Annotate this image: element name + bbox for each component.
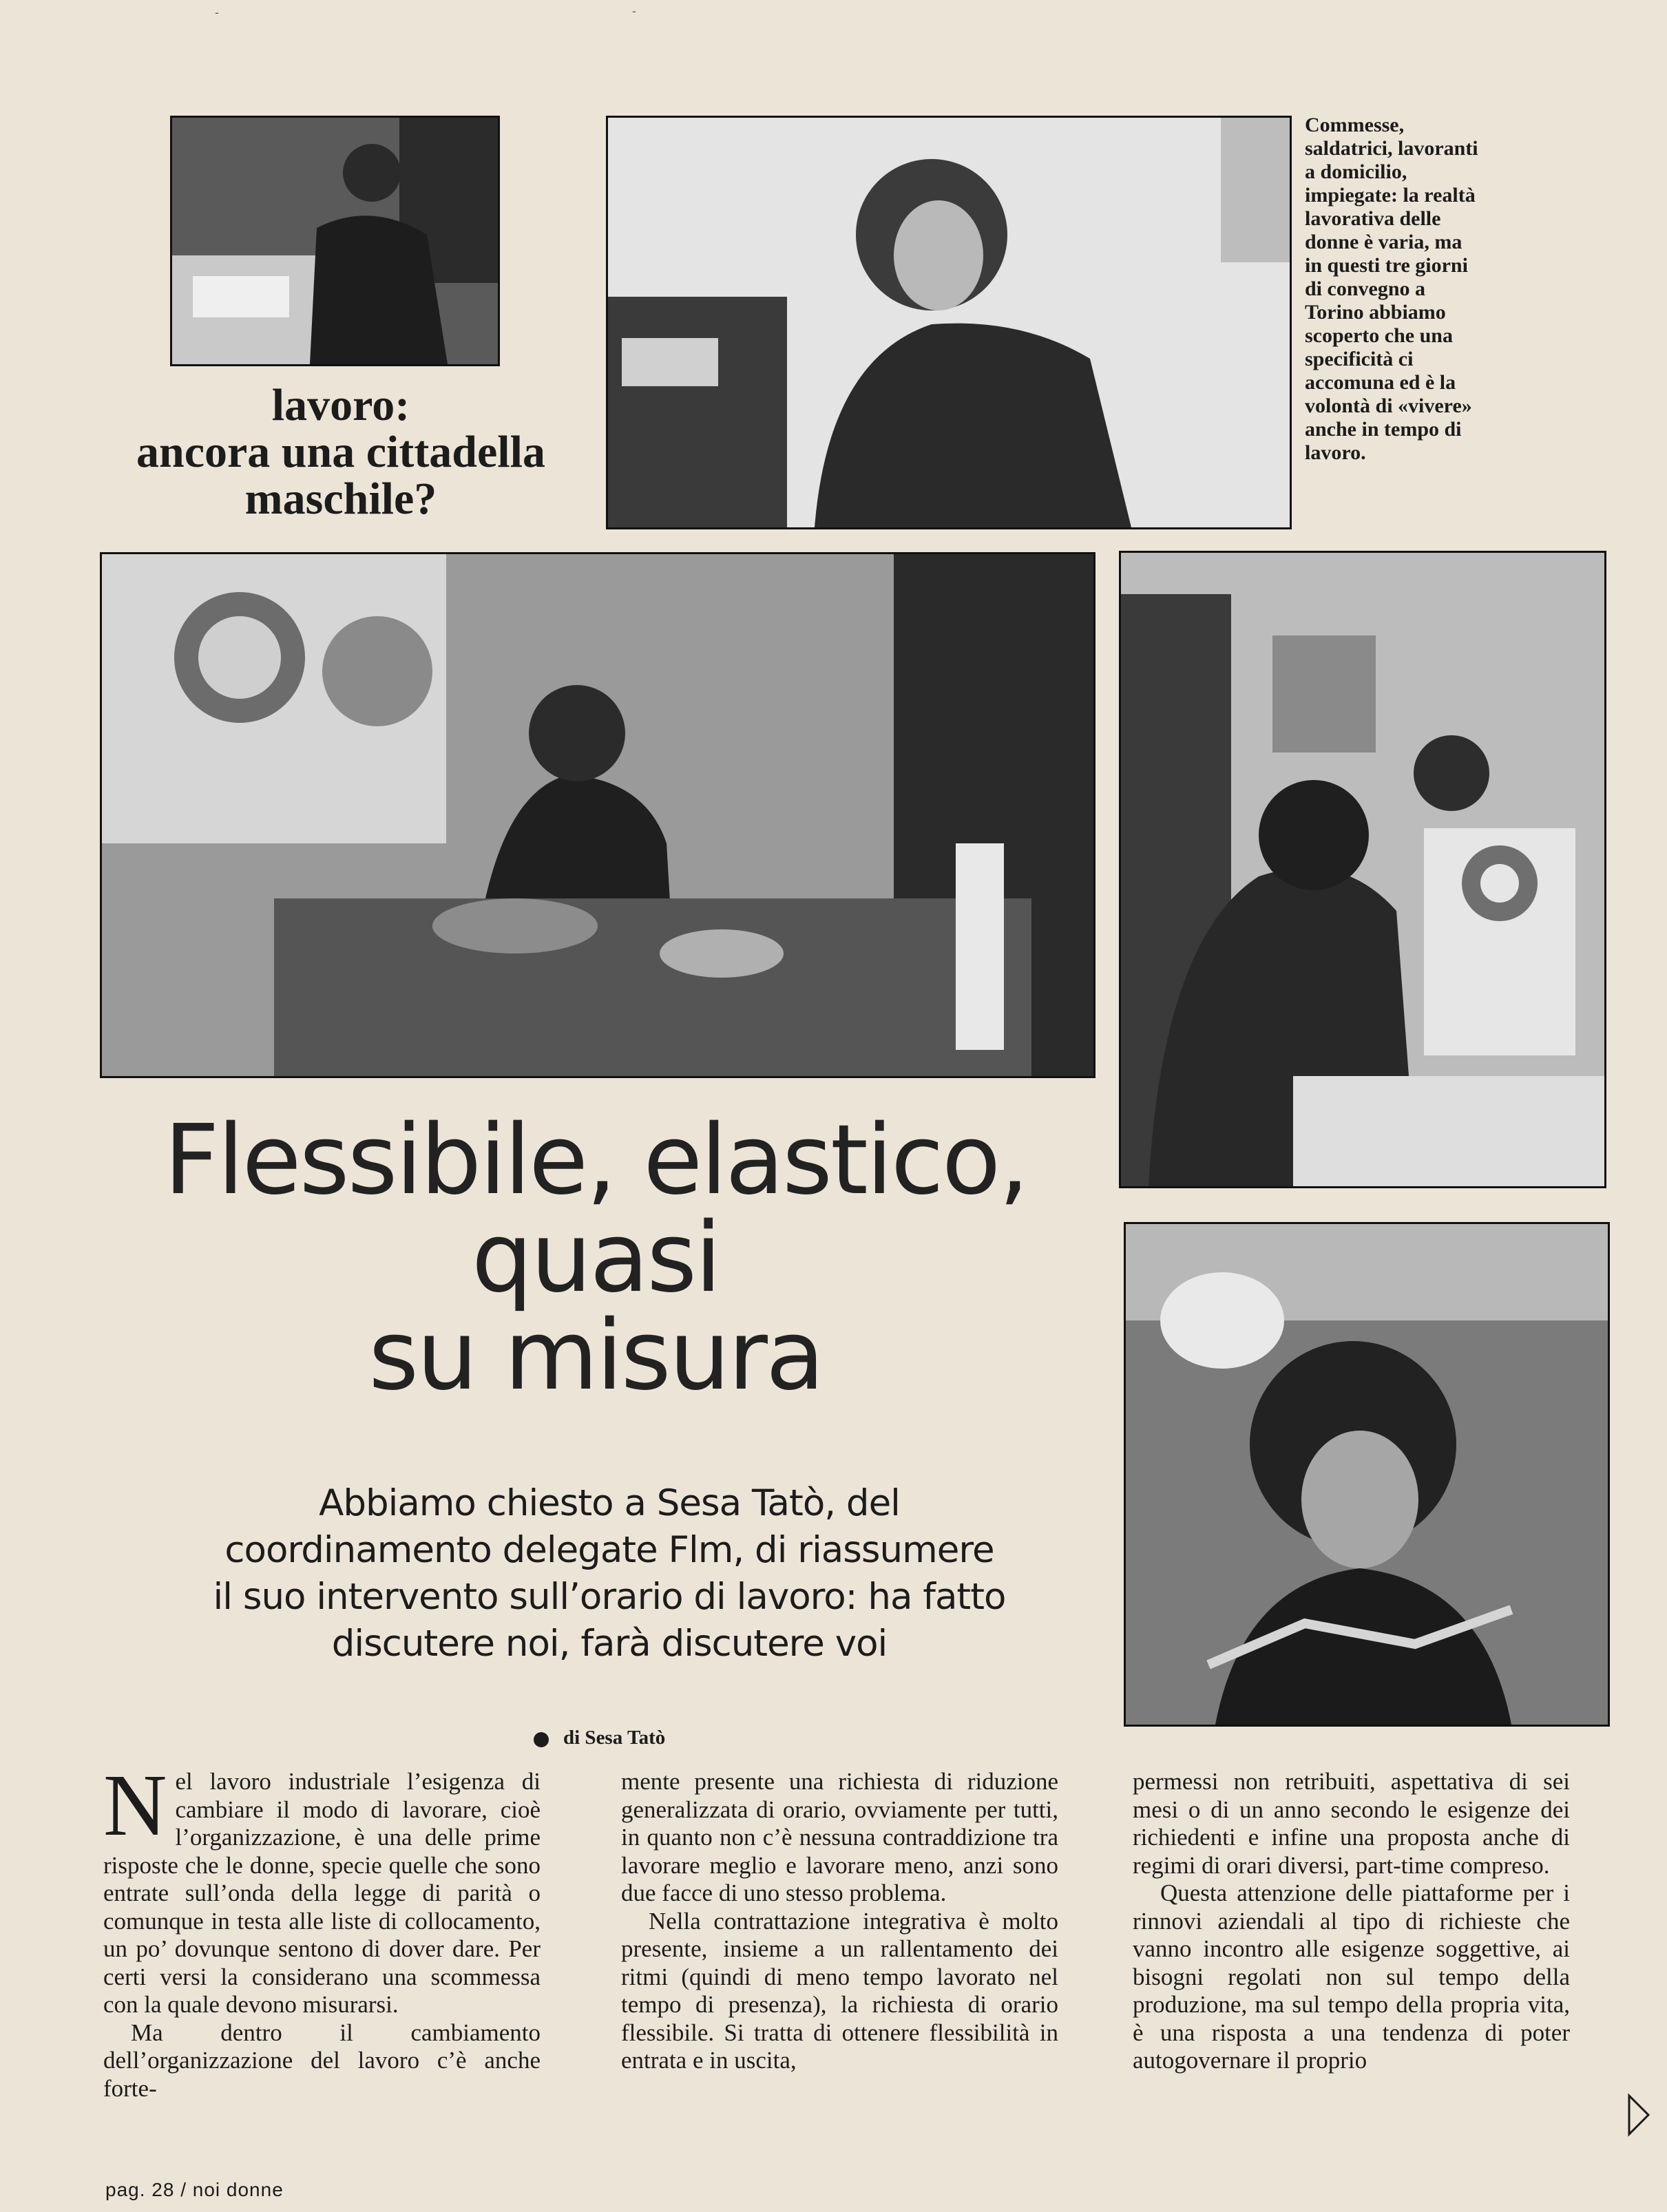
kicker-title <box>83 382 599 523</box>
headline-line: Flessibile, elastico, <box>164 1104 1027 1216</box>
page-footer: pag. 28 / noi donne <box>105 2179 284 2200</box>
kicker-line: ancora una cittadella <box>136 427 545 477</box>
headline-line: su misura <box>368 1300 823 1412</box>
dropcap: N <box>103 1756 167 1854</box>
deck-line: coordinamento delegate Flm, di riassumere <box>224 1529 994 1571</box>
deck-subtitle <box>120 1480 1098 1667</box>
deck-line: discutere noi, farà discutere voi <box>331 1623 888 1665</box>
paragraph: permessi non retribuiti, aspettativa di sei mesi o di un anno secondo le esigenze dei richiedenti e infine una proposta anche di regimi di orari diversi, part-time compreso. <box>1133 1768 1570 1879</box>
photo-woman-portrait <box>606 116 1292 529</box>
byline-bullet <box>534 1732 549 1747</box>
paragraph: Ma dentro il cambiamento dell’organizzazione del lavoro c’è anche forte- <box>103 2019 541 2102</box>
paragraph: Nella contrattazione integrativa è molto presente, insieme a un rallentamento dei ritmi (quindi di meno tempo lavorato nel tempo di presenza), la richiesta di orario flessibile. Si tratta di ottenere flessibilità in entrata e in uscita, <box>621 1907 1058 2074</box>
byline: di Sesa Tatò <box>563 1727 666 1749</box>
print-mark: - <box>632 4 636 18</box>
photo-sewing-machine <box>1119 551 1606 1188</box>
article-column-3 <box>1133 1768 1570 2075</box>
photo-ceramics-shop <box>100 552 1095 1078</box>
headline-line: quasi <box>471 1202 720 1314</box>
photo-woman-with-lamp <box>1124 1222 1610 1727</box>
headline <box>100 1104 1091 1412</box>
deck-line: Abbiamo chiesto a Sesa Tatò, del <box>319 1482 900 1524</box>
paragraph: mente presente una richiesta di riduzione generalizzata di orario, ovviamente per tutti, in quanto non c’è nessuna contraddizione tra lavorare meglio e lavorare meno, anzi sono due facce di uno stesso problema. <box>621 1768 1058 1906</box>
print-mark: - <box>215 6 219 19</box>
next-page-arrow-icon[interactable] <box>1626 2093 1651 2137</box>
paragraph: Questa attenzione delle piattaforme per i rinnovi aziendali al tipo di richieste che vanno incontro alle esigenze soggettive, ai bisogni regolati non sul tempo della produzione, ma sul tempo della propria vita, è una risposta a una tendenza di poter autogovernare il proprio <box>1133 1879 1570 2074</box>
kicker-line: lavoro: <box>271 380 410 430</box>
article-column-1 <box>103 1756 541 2103</box>
kicker-line: maschile? <box>244 474 437 524</box>
photo-caption: Commesse, saldatrici, lavoranti a domicilio, impiegate: la realtà lavorativa delle donne è varia, ma in questi tre giorni di convegno a Torino abbiamo scoperto che una specificità ci accomuna ed è la volontà di «vivere» anche in tempo di lavoro. <box>1305 114 1478 464</box>
photo-woman-at-desk <box>170 116 500 366</box>
article-column-2 <box>621 1768 1058 2075</box>
deck-line: il suo intervento sull’orario di lavoro: ha fatto <box>213 1576 1006 1618</box>
paragraph: el lavoro industriale l’esigenza di cambiare il modo di lavorare, cioè l’organizzazione, è una delle prime risposte che le donne, specie quelle che sono entrate sull’onda della legge di parità o comunque in testa alle liste di collocamento, un po’ dovunque sentono di dover dare. Per certi versi la considerano una scommessa con la quale devono misurarsi. <box>103 1768 541 2018</box>
